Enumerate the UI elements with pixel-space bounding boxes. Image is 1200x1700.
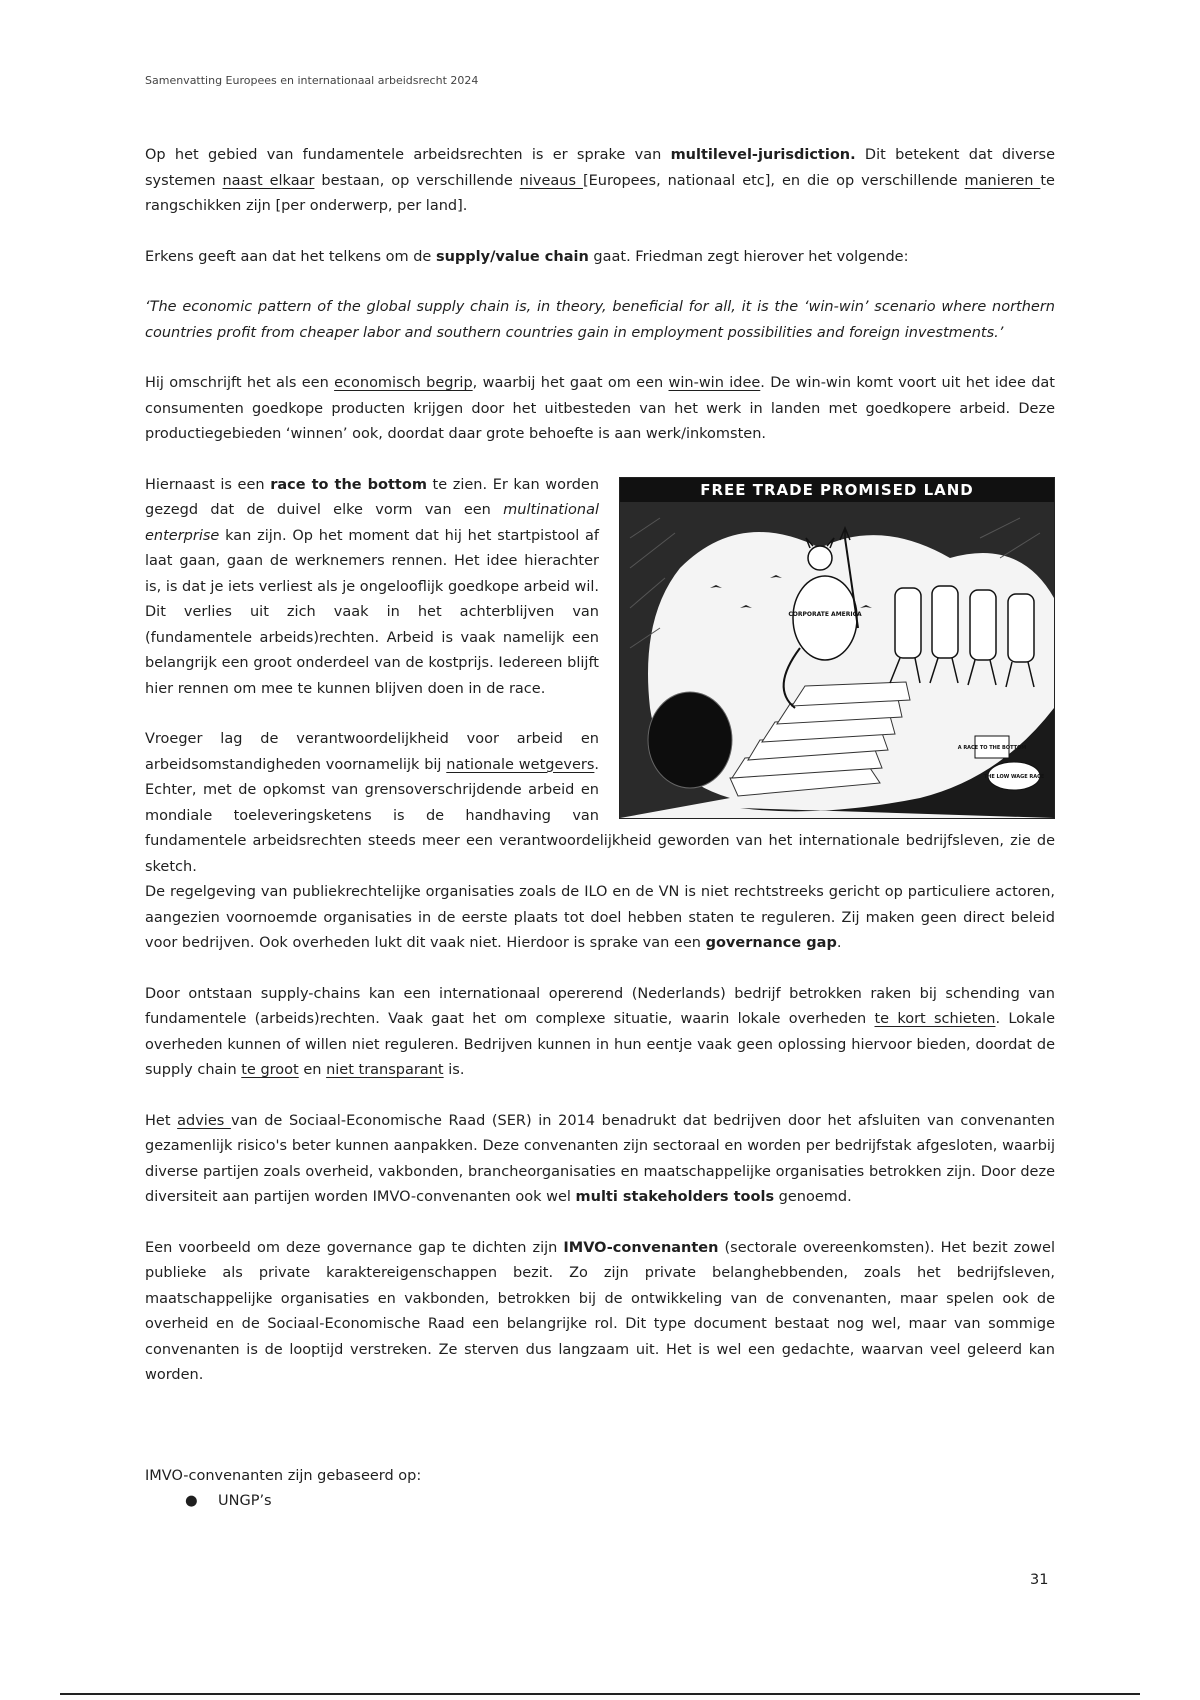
- devil-figure: [784, 528, 862, 708]
- text: van de Sociaal-Economische Raad (SER) in 2014 benadrukt dat bedrijven door het afsluiten van convenanten gezamenlijk risico's beter kunnen aanpakken. Deze convenanten zijn sectoraal en worden per bedrijfstak afgesloten, waarbij diverse partijen zoals overheid, vakbonden, brancheorganisaties en maatschappelijke organisaties betrokken zijn. Door deze diversiteit aan partijen worden IMVO-convenanten ook wel: [145, 1112, 1055, 1205]
- bullet-list: [145, 1489, 1055, 1515]
- text: De regelgeving van publiekrechtelijke organisaties zoals de ILO en de VN is niet rechtstreeks gericht op particuliere actoren, aangezien voornoemde organisaties in de eerste plaats tot doel hebben staten te reguleren. Zij maken geen direct beleid voor bedrijven. Ook overheden lukt dit vaak niet. Hierdoor is sprake van een: [145, 884, 1055, 951]
- underlined-text: naast elkaar: [222, 172, 315, 189]
- list-item: [185, 1489, 1055, 1515]
- bubble-text: THE LOW WAGE RACE: [983, 773, 1045, 780]
- text: Het: [145, 1112, 178, 1129]
- cartoon-illustration: [620, 478, 1054, 818]
- friedman-quote: ‘The economic pattern of the global supply chain is, in theory, beneficial for all, it is the ‘win-win’ scenario where northern countries profit from cheaper labor and southern countries gain in employment possibilities and foreign investments.’: [145, 299, 1055, 341]
- text: [Europees, nationaal etc], en die op verschillende: [582, 172, 965, 189]
- paragraph-supply-chains: [145, 982, 1055, 1084]
- text: bestaan, op verschillende: [314, 172, 520, 189]
- cartoon-figure: [619, 477, 1055, 819]
- bold-term: multilevel-jurisdiction.: [670, 147, 856, 163]
- underlined-text: economisch begrip: [334, 375, 473, 391]
- text: Op het gebied van fundamentele arbeidsrechten is er sprake van: [145, 147, 671, 163]
- text: kan zijn. Op het moment dat hij het startpistool af laat gaan, gaan de werknemers rennen. Het idee hierachter is, is dat je iets verliest als je ongelooflijk goedkope arbeid wil. Dit verlies uit zich vaak in het achterblijven van (fundamentele arbeids)rechten. Arbeid is vaak namelijk een belangrijk een groot onderdeel van de kostprijs. Iedereen blijft hier rennen om mee te kunnen blijven doen in de race.: [145, 527, 599, 697]
- text: te zien. Er kan worden gezegd dat de duivel elke vorm van een: [145, 476, 600, 518]
- underlined-text: win-win idee: [668, 375, 761, 391]
- text: Hiernaast is een: [145, 476, 271, 493]
- underlined-text: niveaus: [519, 172, 583, 189]
- paragraph-governance-gap: [145, 880, 1055, 957]
- italic-term: multinational enterprise: [145, 502, 599, 544]
- text: en: [298, 1062, 327, 1078]
- underlined-text: nationale wetgevers: [446, 756, 595, 773]
- bold-term: multi stakeholders tools: [575, 1189, 775, 1205]
- underlined-text: niet transparant: [326, 1062, 444, 1078]
- bold-term: IMVO-convenanten: [563, 1239, 719, 1256]
- text: . De win-win komt voort uit het idee dat consumenten goedkope producten krijgen door het uitbesteden van het werk in landen met goedkopere arbeid. Deze productiegebieden ‘winnen’ ook, doordat daar grote behoefte is aan werk/inkomsten.: [145, 375, 1055, 442]
- banner-title: FREE TRADE PROMISED LAND: [700, 480, 974, 499]
- running-header: Samenvatting Europees en internationaal arbeidsrecht 2024: [145, 74, 479, 87]
- text: Erkens geeft aan dat het telkens om de: [145, 248, 436, 265]
- underlined-text: te groot: [241, 1062, 299, 1078]
- text: .: [836, 935, 842, 951]
- underlined-text: manieren: [964, 172, 1041, 189]
- page-number: 31: [1030, 1572, 1049, 1588]
- list-item-text: UNGP’s: [218, 1493, 272, 1509]
- text: Vroeger lag de verantwoordelijkheid voor arbeid en arbeidsomstandigheden voornamelijk bij: [145, 731, 599, 773]
- staircase: [730, 682, 910, 796]
- text: Dit betekent dat diverse systemen: [145, 147, 1056, 189]
- bold-term: race to the bottom: [270, 476, 427, 493]
- text: is.: [443, 1062, 465, 1078]
- paragraph-imvo-basis: IMVO-convenanten zijn gebaseerd op:: [145, 1467, 422, 1484]
- paragraph-ser-advice: [145, 1109, 1055, 1211]
- text: gaat. Friedman zegt hierover het volgende:: [588, 248, 909, 265]
- text: te rangschikken zijn [per onderwerp, per land].: [145, 172, 1055, 214]
- bullet-marker: ●: [185, 1493, 198, 1509]
- underlined-text: advies: [177, 1112, 231, 1129]
- paragraph-imvo-convenants: [145, 1236, 1055, 1389]
- underlined-text: te kort schieten: [874, 1011, 996, 1027]
- bold-term: governance gap: [705, 935, 837, 951]
- text: Hij omschrijft het als een: [145, 375, 335, 391]
- paragraph-win-win: [145, 371, 1055, 448]
- text: Een voorbeeld om deze governance gap te dichten zijn: [145, 1239, 564, 1256]
- main-content: [145, 143, 1055, 1515]
- tunnel-hole: [648, 692, 732, 788]
- text: . Lokale overheden kunnen of willen niet reguleren. Bedrijven kunnen in hun eentje vaak geen oplossing hiervoor bieden, doordat de supply chain: [145, 1011, 1056, 1078]
- sign-text: A RACE TO THE BOTTOM: [957, 744, 1027, 751]
- text: genoemd.: [774, 1189, 852, 1205]
- paragraph-multilevel-jurisdiction: [145, 143, 1055, 220]
- text: Door ontstaan supply-chains kan een internationaal opererend (Nederlands) bedrijf betrokken raken bij schending van fundamentele (arbeids)rechten. Vaak gaat het om complexe situatie, waarin lokale overheden: [145, 985, 1055, 1027]
- text: (sectorale overeenkomsten). Het bezit zowel publieke als private karaktereigenschappen bezit. Zo zijn private belanghebbenden, zoals het bedrijfsleven, maatschappelijke organisaties en vakbonden, betrokken bij de ontwikkeling van de convenanten, maar spelen ook de overheid en de Sociaal-Economische Raad een belangrijke rol. Dit type document bestaat nog wel, maar van sommige convenanten is de looptijd verstreken. Ze sterven dus langzaam uit. Het is wel een gedachte, waarvan veel geleerd kan worden.: [145, 1239, 1055, 1383]
- text: . Echter, met de opkomst van grensoverschrijdende arbeid en mondiale toeleveringsketens is de handhaving van fundamentele arbeidsrechten steeds meer een verantwoordelijkheid geworden van het internationale bedrijfsleven, zie de sketch.: [145, 756, 1055, 875]
- footer-rule: [60, 1693, 1140, 1695]
- text: , waarbij het gaat om een: [472, 375, 669, 391]
- bold-term: supply/value chain: [435, 248, 589, 265]
- runners: [890, 586, 1034, 687]
- sack-label: CORPORATE AMERICA: [788, 610, 862, 618]
- paragraph-supply-chain: [145, 245, 1055, 271]
